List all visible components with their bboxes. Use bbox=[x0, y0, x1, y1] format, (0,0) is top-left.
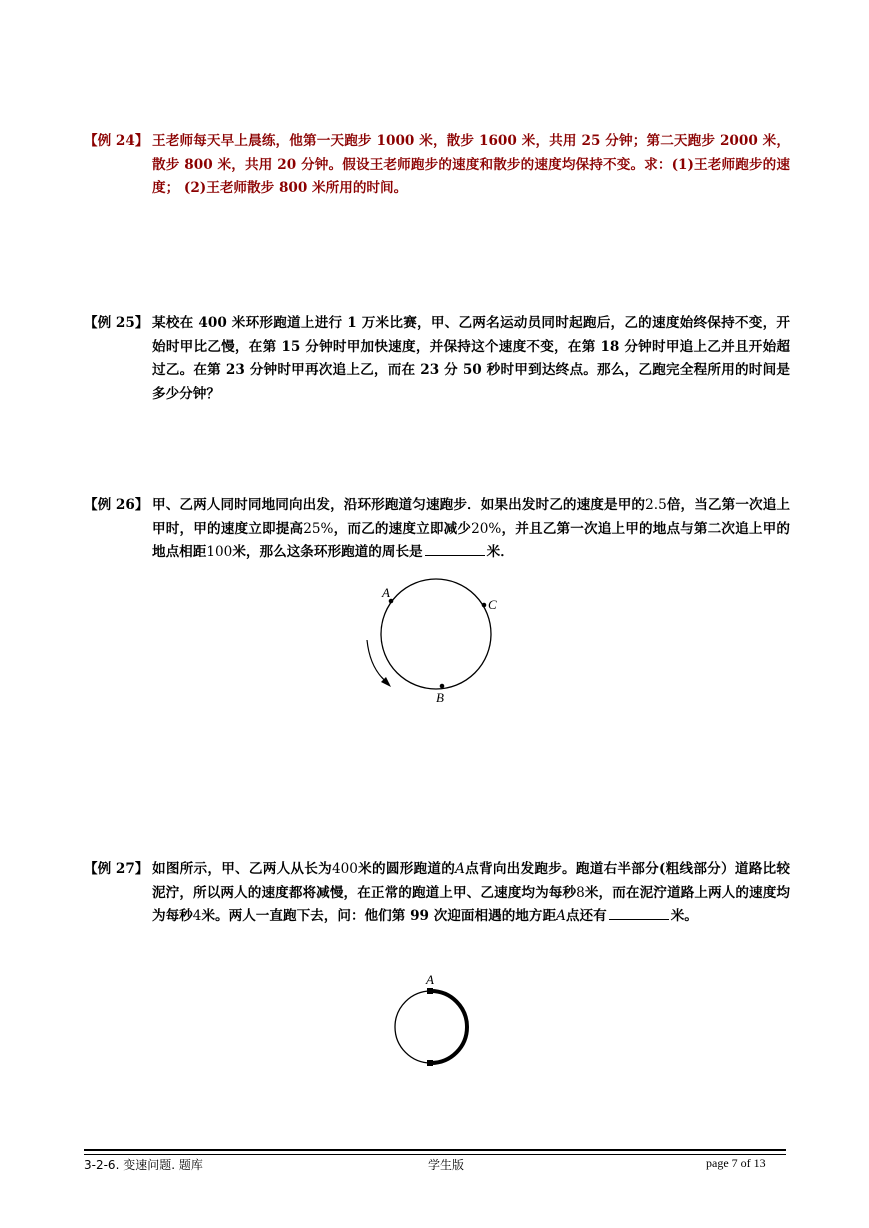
label-c: C bbox=[488, 597, 497, 612]
text-segment: 点背向出发跑步。跑道右半部分(粗线部分）道路比较泥泞，所以两人的速度都将减慢，在正常的跑道上甲、乙速度均为每秒 bbox=[152, 861, 790, 901]
number-value: 25% bbox=[303, 520, 334, 537]
point-name: A bbox=[556, 908, 566, 924]
text-segment: 如图所示，甲、乙两人从长为 bbox=[152, 861, 332, 877]
footer-rule-thick bbox=[84, 1149, 786, 1151]
text-segment: 米，那么这条环形跑道的周长是 bbox=[232, 544, 423, 560]
label-a: A bbox=[382, 585, 390, 600]
problem-27 bbox=[84, 858, 790, 929]
track-circle bbox=[381, 579, 491, 689]
number-value: 100 bbox=[206, 544, 233, 560]
text-segment: 甲、乙两人同时同地同向出发，沿环形跑道匀速跑步．如果出发时乙的速度是甲的 bbox=[152, 497, 646, 513]
problem-text: 某校在 400 米环形跑道上进行 1 万米比赛，甲、乙两名运动员同时起跑后，乙的速度始终保持不变，开始时甲比乙慢，在第 15 分钟时甲加快速度，并保持这个速度不变，在第 18 分钟时甲追上乙并且开始超过乙。在第 23 分钟时甲再次追上乙，而在 23 分 50 秒时甲到达终点。那么，乙跑完全程所用的时间是多少分钟？ bbox=[152, 315, 790, 402]
text-segment: 米，而在泥泞道路上两人的速度均为每秒 bbox=[152, 884, 791, 924]
text-segment: ，并且乙第一次追上甲的地点与第二次追上甲的地点相距 bbox=[152, 520, 791, 560]
problem-24 bbox=[84, 130, 790, 201]
segment-marker bbox=[427, 1060, 433, 1066]
footer-rule-thin bbox=[84, 1154, 786, 1155]
problem-tag: 【例 26】 bbox=[84, 497, 149, 513]
problem-text bbox=[152, 858, 790, 929]
track-figure bbox=[370, 968, 500, 1070]
text-segment: 米． bbox=[486, 544, 514, 560]
text-segment: ，而乙的速度立即减少 bbox=[333, 520, 472, 537]
number-value: 2.5 bbox=[645, 497, 667, 513]
text-segment: 点还有 bbox=[565, 908, 607, 924]
point-name: A bbox=[455, 861, 465, 877]
text-segment: 米。两人一直跑下去，问：他们第 99 次迎面相遇的地方距 bbox=[201, 908, 557, 924]
circle-track-figure bbox=[340, 576, 520, 708]
page-number: page 7 of 13 bbox=[706, 1156, 766, 1170]
text-segment: 米的圆形跑道的 bbox=[357, 861, 456, 877]
muddy-section bbox=[431, 991, 467, 1063]
footer-source: 3-2-6. 变速问题. 题库 bbox=[84, 1158, 203, 1172]
answer-blank[interactable] bbox=[609, 905, 669, 920]
problem-text: 王老师每天早上晨练，他第一天跑步 1000 米，散步 1600 米，共用 25 分钟；第二天跑步 2000 米，散步 800 米，共用 20 分钟。假设王老师跑步的速度和散步的速度均保持不变。求：(1)王老师跑步的速度； (2)王老师散步 800 米所用的时间。 bbox=[152, 133, 790, 196]
footer-edition: 学生版 bbox=[428, 1158, 465, 1172]
number-value: 8 bbox=[576, 884, 585, 901]
number-value: 400 bbox=[331, 861, 358, 877]
problem-26 bbox=[84, 494, 790, 565]
point-b-dot bbox=[440, 684, 445, 689]
text-segment: 米。 bbox=[670, 908, 698, 924]
problem-text bbox=[152, 494, 790, 565]
number-value: 4 bbox=[192, 908, 202, 924]
segment-marker bbox=[427, 988, 433, 994]
label-a: A bbox=[426, 972, 434, 987]
point-c-dot bbox=[482, 603, 487, 608]
problem-tag: 【例 27】 bbox=[84, 861, 149, 877]
problem-tag: 【例 25】 bbox=[84, 315, 149, 331]
answer-blank[interactable] bbox=[425, 541, 485, 556]
problem-tag: 【例 24】 bbox=[84, 133, 149, 149]
label-b: B bbox=[436, 690, 444, 705]
text-segment: 倍，当乙第一次追上甲时，甲的速度立即提高 bbox=[152, 497, 791, 537]
problem-25 bbox=[84, 312, 790, 406]
segment-marker bbox=[465, 1024, 468, 1030]
number-value: 20% bbox=[471, 520, 502, 537]
